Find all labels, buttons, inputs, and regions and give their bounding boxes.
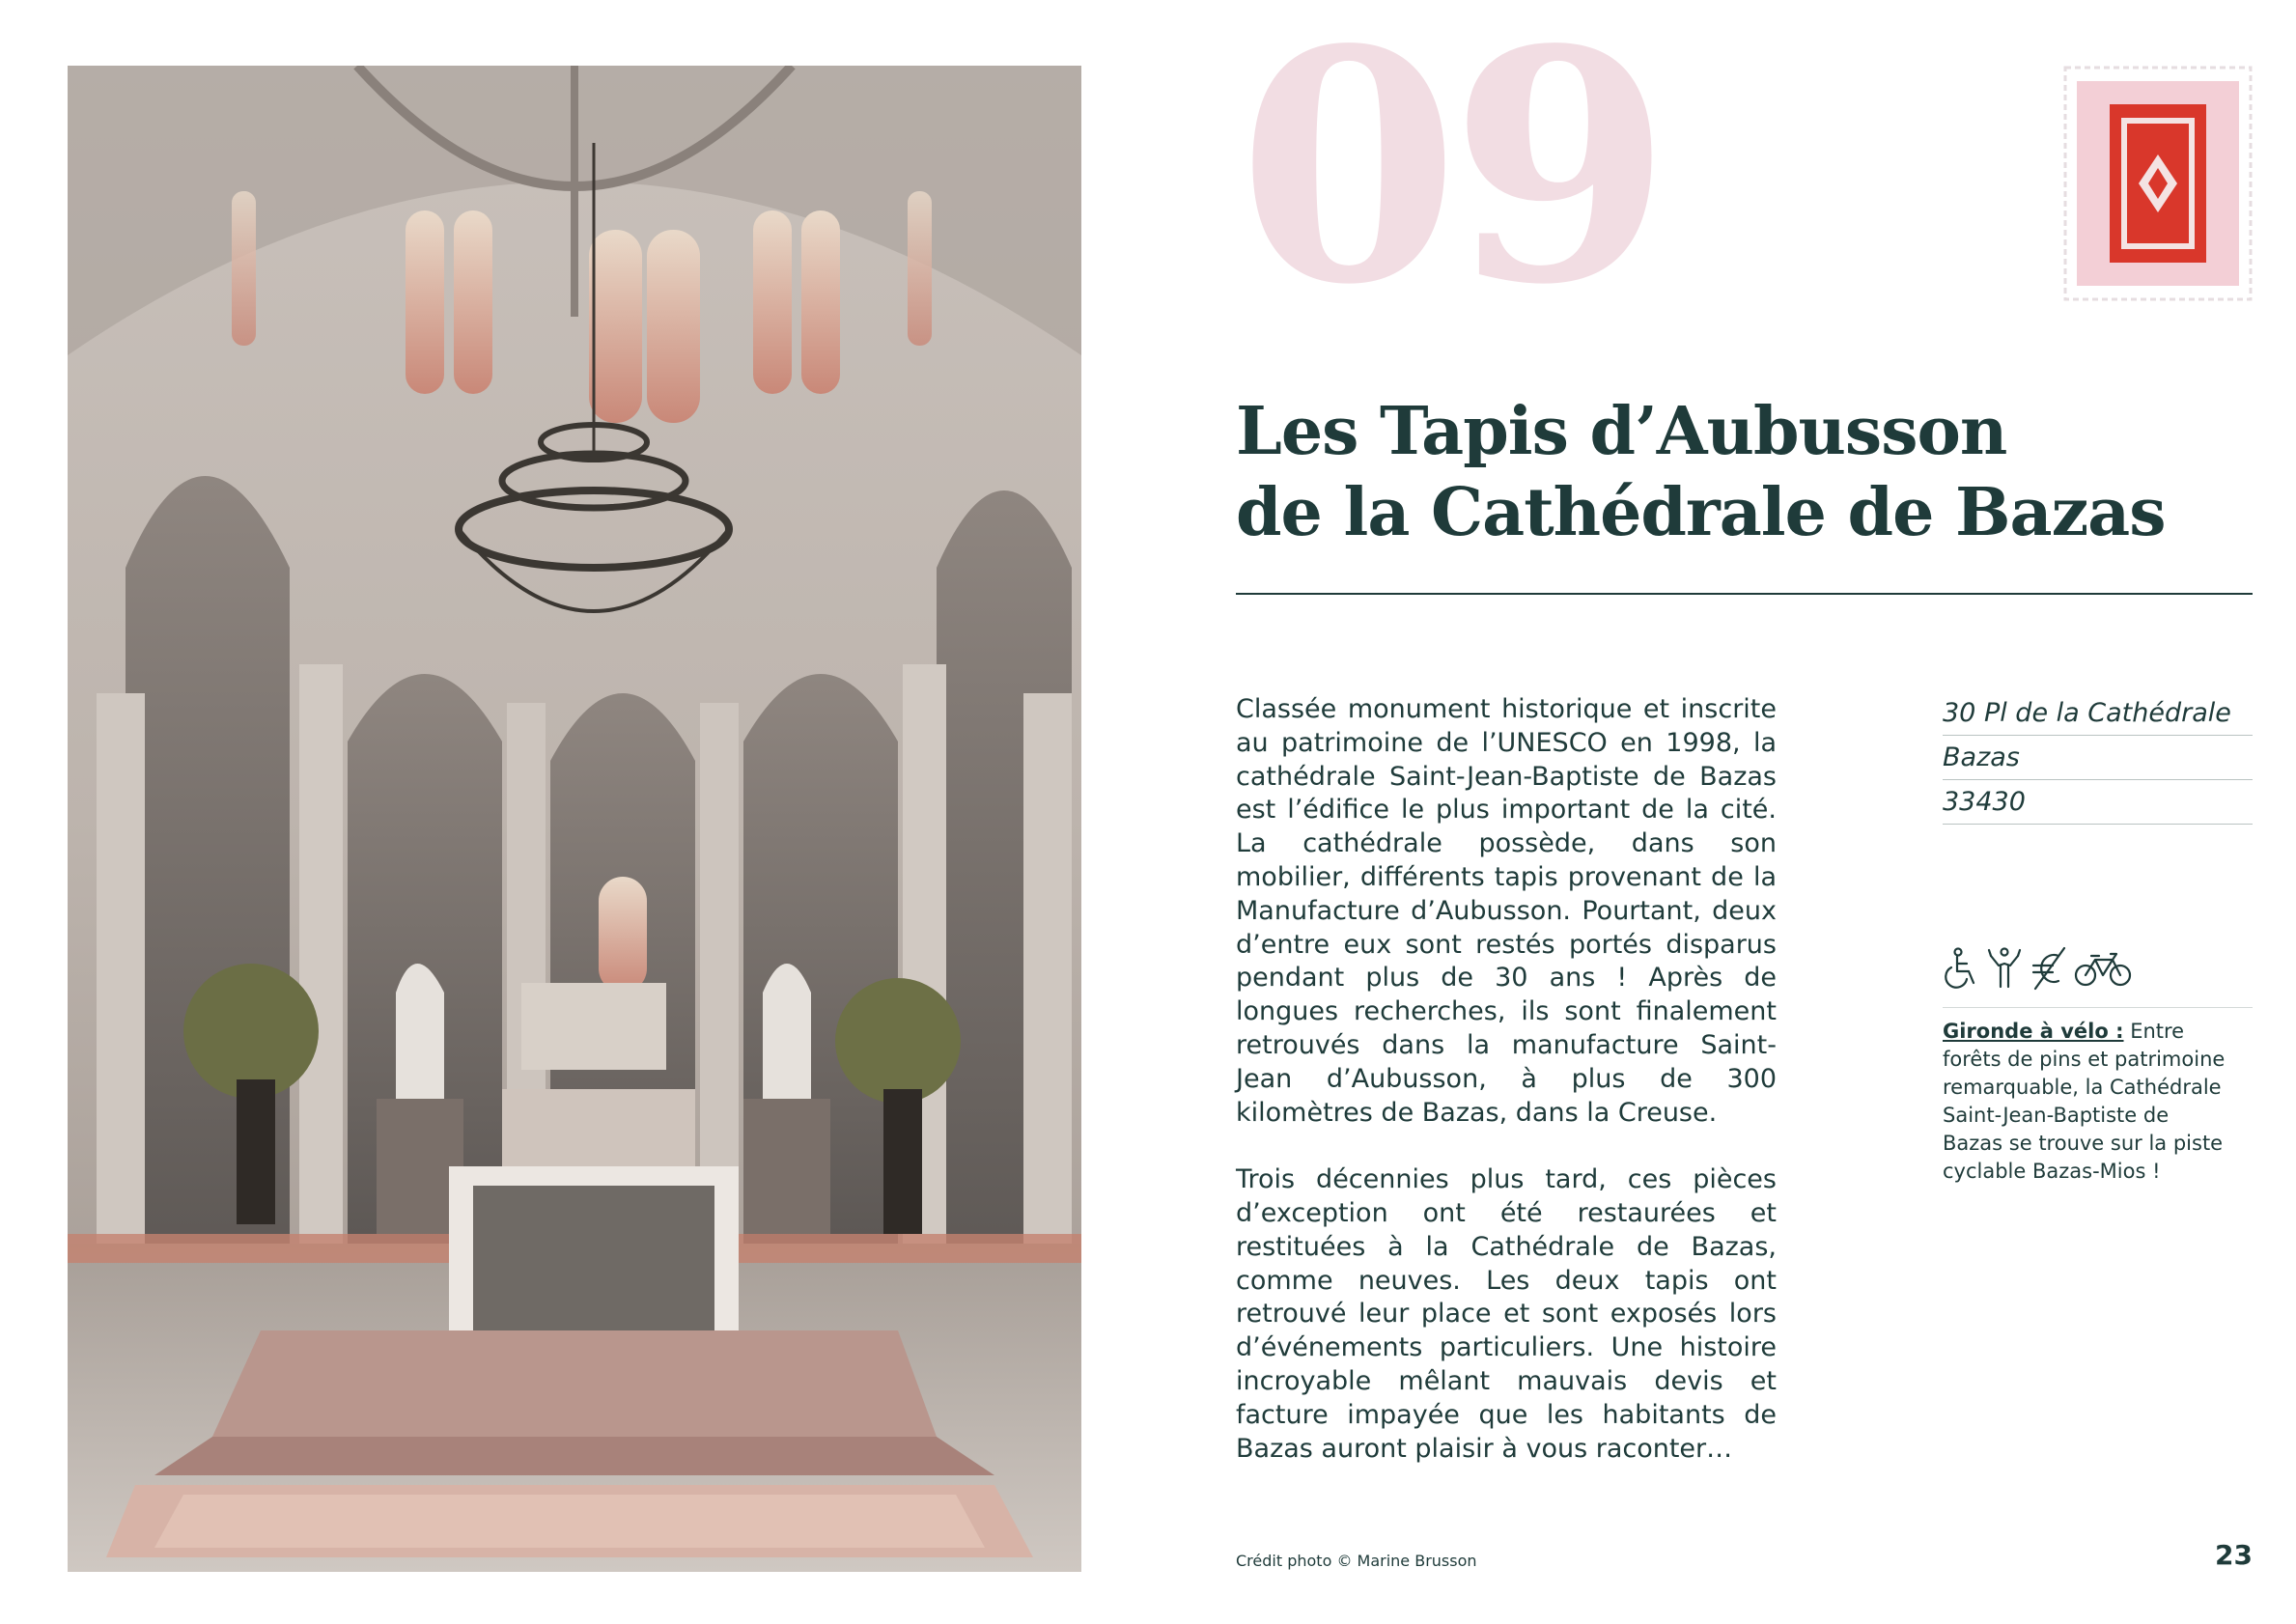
photo-credit: Crédit photo © Marine Brusson [1236,1552,1477,1570]
cycling-note-label: Gironde à vélo : [1943,1020,2124,1043]
cathedral-interior-illustration [68,66,1081,1572]
page-number: 23 [2215,1539,2253,1571]
body-paragraph-2: Trois décennies plus tard, ces pièces d’exception ont été restaurées et restituées à la Cathédrale de Bazas, comme neuves. Les deux tapis ont retrouvé leur place et sont exposés lors d’événements particuliers. Une histoire incroyable mêlant mauvais devis et facture impayée que les habitants de Bazas auront plaisir à vous raconter… [1236,1164,1777,1464]
address-postcode: 33430 [1943,780,2253,825]
cycling-note-text: Entre forêts de pins et patrimoine remarquable, la Cathédrale Saint-Jean-Baptiste de Bazas se trouve sur la piste cyclable Bazas-Mios ! [1943,1020,2226,1183]
stamp-icon [2063,66,2253,301]
title-line-2: de la Cathédrale de Bazas [1236,474,2166,551]
icons-divider [1943,1007,2253,1008]
wheelchair-icon [1941,946,1979,991]
address-city: Bazas [1943,736,2253,780]
page-title [1236,391,2240,553]
cathedral-photo [68,66,1081,1572]
cycling-note [1943,1018,2232,1186]
article-body [1236,693,1777,1499]
euro-icon [2030,946,2068,991]
title-line-1: Les Tapis d’Aubusson [1236,393,2007,470]
address-block [1943,691,2253,825]
address-street: 30 Pl de la Cathédrale [1943,691,2253,736]
amenity-icons [1941,944,2253,993]
family-icon [1985,946,2024,991]
body-paragraph-1: Classée monument historique et inscrite au patrimoine de l’UNESCO en 1998, la cathédrale Saint-Jean-Baptiste de Bazas est l’édifice le plus important de la cité. La cathédrale possède, dans son mobilier, différents tapis provenant de la Manufacture d’Aubusson. Pourtant, deux d’entre eux sont restés portés disparus pendant plus de 30 ans ! Après de longues recherches, ils sont finalement retrouvés dans la manufacture Saint-Jean d’Aubusson, à plus de 300 kilomètres de Bazas, dans la Creuse. [1236,694,1777,1128]
title-divider [1236,593,2253,595]
section-number: 09 [1238,0,1663,354]
bicycle-icon [2074,946,2132,991]
